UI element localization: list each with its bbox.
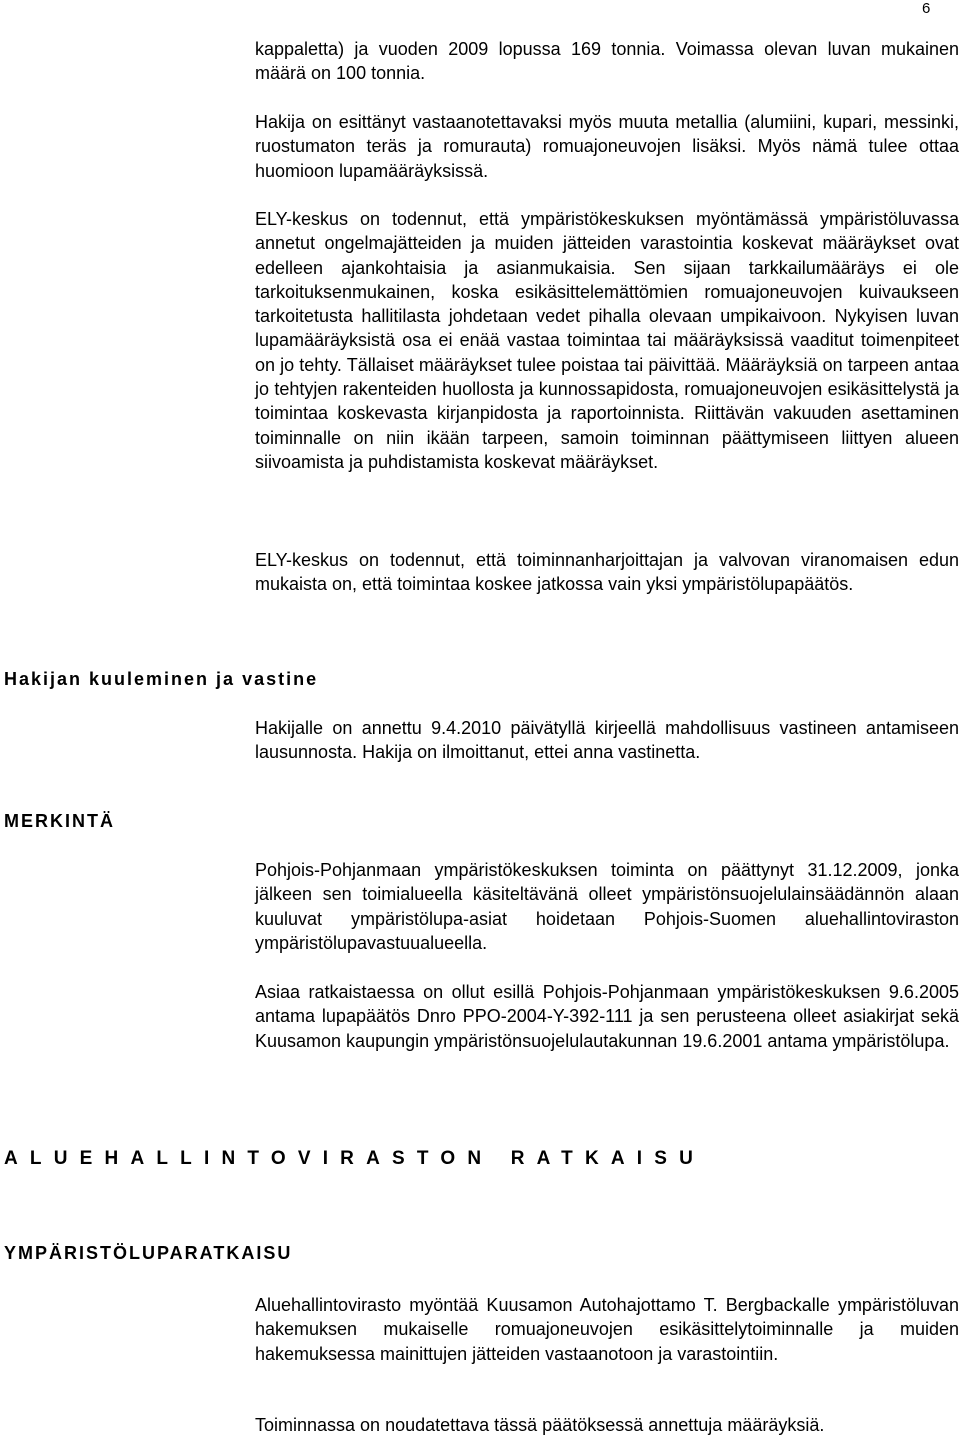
paragraph-other-metals: Hakija on esittänyt vastaanotettavaksi myös muuta metallia (alumiini, kupari, messinki, ruostumaton teräs ja romurauta) romuajoneuvojen lisäksi. Myös nämä tulee ottaa huomioon lupamääräyksissä. xyxy=(255,112,959,181)
paragraph-maaraykset-noudatettava: Toiminnassa on noudatettava tässä päätöksessä annettuja määräyksiä. xyxy=(255,1415,825,1435)
heading-ymparistolupa-ratkaisu: YMPÄRISTÖLUPARATKAISU xyxy=(4,1243,293,1263)
heading-hakijan-kuuleminen: Hakijan kuuleminen ja vastine xyxy=(4,669,319,689)
paragraph-hakijan-vastine: Hakijalle on annettu 9.4.2010 päivätyllä kirjeellä mahdollisuus vastineen antamiseen lausunnosta. Hakija on ilmoittanut, ettei anna vastinetta. xyxy=(255,718,959,763)
paragraph-ely-statement-1: ELY-keskus on todennut, että ympäristökeskuksen myöntämässä ympäristöluvassa annetut ongelmajätteiden ja muiden jätteiden varastointia koskevat määräykset ovat edelleen ajankohtaisia ja asianmukaisia. Sen sijaan tarkkailumääräys ei ole tarkoituksenmukainen, koska esikäsittelemättömien romuajoneuvojen kuivaukseen tarkoitetusta hallitilasta johdetaan vedet pihalla olevaan umpikaivoon. Nykyisen luvan lupamääräyksistä osa ei enää vastaa toimintaa tai määräyksissä vaaditut toimenpiteet on jo tehty. Tällaiset määräykset tulee poistaa tai päivittää. Määräyksiä on tarpeen antaa jo tehtyjen rakenteiden huollosta ja kunnossapidosta, romuajoneuvojen esikäsittelystä ja toimintaa koskevasta kirjanpidosta ja raportoinnista. Riittävän vakuuden asettaminen toiminnalle on niin ikään tarpeen, samoin toiminnan päättymiseen liittyen alueen siivoamista ja puhdistamista koskevat määräykset. xyxy=(255,209,959,472)
paragraph-lupa-myonnetaan: Aluehallintovirasto myöntää Kuusamon Autohajottamo T. Bergbackalle ympäristöluvan hakemuksen mukaiselle romuajoneuvojen esikäsittelytoiminnalle ja muiden hakemuksessa mainittujen jätteiden vastaanotoon ja varastointiin. xyxy=(255,1295,959,1364)
paragraph-asiaa-ratkaistaessa: Asiaa ratkaistaessa on ollut esillä Pohjois-Pohjanmaan ympäristökeskuksen 9.6.2005 antama lupapäätös Dnro PPO-2004-Y-392-111 ja sen perusteena olleet asiakirjat sekä Kuusamon kaupungin ympäristönsuojelulautakunnan 19.6.2001 antama ympäristölupa. xyxy=(255,982,959,1051)
heading-merkinta: MERKINTÄ xyxy=(4,811,115,831)
page-number: 6 xyxy=(922,0,931,17)
heading-aluehallintoviraston-ratkaisu: ALUEHALLINTOVIRASTON RATKAISU xyxy=(4,1148,706,1169)
paragraph-ymparistokeskus-paattynyt: Pohjois-Pohjanmaan ympäristökeskuksen toiminta on päättynyt 31.12.2009, jonka jälkeen sen toimialueella käsiteltävänä olleet ympäristönsuojelulainsäädännön alaan kuuluvat ympäristölupa-asiat hoidetaan Pohjois-Suomen aluehallintoviraston ympäristölupavastuualueella. xyxy=(255,860,959,953)
paragraph-fish-amount: kappaletta) ja vuoden 2009 lopussa 169 tonnia. Voimassa olevan luvan mukainen määrä on 100 tonnia. xyxy=(255,39,959,84)
paragraph-ely-statement-2: ELY-keskus on todennut, että toiminnanharjoittajan ja valvovan viranomaisen edun mukaista on, että toimintaa koskee jatkossa vain yksi ympäristölupapäätös. xyxy=(255,550,959,595)
